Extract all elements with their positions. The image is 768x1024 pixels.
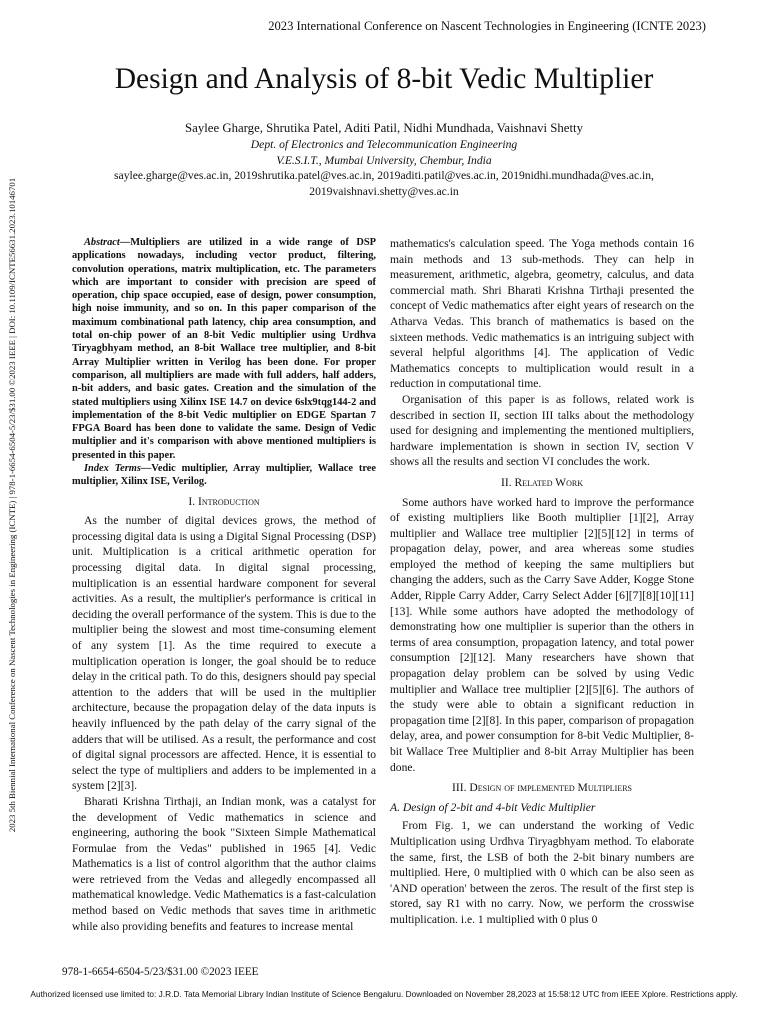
author-emails-line1: saylee.gharge@ves.ac.in, 2019shrutika.patel@ves.ac.in, 2019aditi.patil@ves.ac.in, 2019nidhi.mundhada@ves.ac.in, — [114, 169, 654, 182]
author-list: Saylee Gharge, Shrutika Patel, Aditi Patil, Nidhi Mundhada, Vaishnavi Shetty — [185, 121, 583, 135]
license-notice: Authorized licensed use limited to: J.R.D. Tata Memorial Library Indian Institute of Science Bengaluru. Downloaded on November 28,2023 at 15:58:12 UTC from IEEE Xplore. Restrictions apply. — [30, 989, 738, 999]
isbn-footer: 978-1-6654-6504-5/23/$31.00 ©2023 IEEE — [62, 966, 259, 978]
related-work-paragraph: Some authors have worked hard to improve the performance of existing multipliers like Booth multiplier [1][2], Array multiplier and Wallace tree multiplier [2][5][12] in terms of propagation delay, power, and area whereas some studies employed the method of keeping the same multipliers but changing the adders, such as the Carry Save Adder, Kogge Stone Adder, Ripple Carry Adder, Carry Select Adder [6][7][8][10][11][13]. While some authors have adopted the methodology of demonstrating how one multiplier is superior than the others in terms of area consumption, propagation latency, and total power consumption [2][12]. Many researchers have shown that propagation delay problem can be solved by using Vedic multiplier and Wallace tree multiplier [2][5][6]. The authors of the study were able to obtain a significant reduction in propagation time [2][8]. In this paper, comparison of propagation delay, area, and power consumption for 8-bit Vedic Multiplier, 8-bit Wallace Tree Multiplier and 8-bit Array Multiplier has been done. — [390, 495, 694, 774]
subsection-heading-vedic-design: A. Design of 2-bit and 4-bit Vedic Multiplier — [390, 800, 596, 814]
abstract — [72, 236, 376, 462]
left-column — [72, 236, 376, 934]
index-terms — [72, 462, 376, 489]
abstract-text: —Multipliers are utilized in a wide range of DSP applications nowadays, including vector product, filtering, convolution operations, matrix multiplication, etc. The parameters which are important to consider with precision are speed of operation, chip space occupied, ease of design, power consumption, high noise immunity, and so on. In this paper comparison of the maximum combinational path latency, chip area consumption, and total on-chip power of an 8-bit Vedic multiplier using Urdhva Tiryagbhyam method, an 8-bit Wallace tree multiplier, and 8-bit Array Multiplier written in Verilog has been done. For proper comparison, all multipliers are made with full adders, half adders, n-bit adders, and basic gates. Creation and the simulation of the stated multipliers using Xilinx ISE 14.7 on device 6slx9tqg144-2 and implementation of the 8-bit Vedic multiplier on EDGE Spartan 7 FPGA Board has been done to validate the same. Design of Vedic multiplier and it's comparison with above mentioned multipliers is presented in this paper. — [72, 237, 376, 461]
section-heading-design: III. Design of implemented Multipliers — [451, 781, 633, 795]
abstract-label: Abstract — [84, 237, 120, 248]
section-heading-introduction: I. Introduction — [188, 494, 260, 508]
affiliation-dept: Dept. of Electronics and Telecommunication Engineering — [250, 138, 518, 151]
intro-paragraph-2: Bharati Krishna Tirthaji, an Indian monk, was a catalyst for the development of Vedic mathematics in science and engineering, authoring the book "Sixteen Simple Mathematical Formulae from the Vedas" published in 1965 [4]. Vedic Mathematics is a list of control algorithm that the author claims were retrieved from the Vedas and allegedly encompassed all mathematical knowledge. Vedic Mathematics is a fast-calculation method based on Vedic methods that saves time in arithmetic while also providing benefits and features to increase mental — [72, 794, 377, 933]
intro-paragraph-1: As the number of digital devices grows, the method of processing digital data is using a Digital Signal Processing (DSP) unit. Multiplication is a critical arithmetic operation for processing digital data. In digital signal processing, multiplication is an essential hardware component for several activities. As a result, the multiplier's performance is critical in deciding the overall performance of the system. This is due to the multiplier being the slowest and most time-consuming element of any system [1]. As the time required to execute a multiplication operation is longer, the goal should be to reduce delay in the critical path. To do this, designers should pay special attention to the adders that will be used in the multiplier architecture, because the propagation delay of the data inputs is heavily influenced by the path delay of the carry signal of the adders that will be utilised. As a result, the performance and cost of digital signal processors are affected. Hence, it is essential to select the type of multipliers and adders to be implemented in a system [2][3]. — [72, 514, 376, 793]
index-terms-label: Index Terms — [84, 463, 141, 475]
intro-continued-paragraph: mathematics's calculation speed. The Yoga methods contain 16 main methods and 13 sub-methods. They can help in measurement, arithmetic, algebra, geometry, calculus, and data commercial math. Shri Bharati Krishna Tirthaji presented the concept of Vedic mathematics after eight years of research on the Atharva Vedas. This branch of mathematics is based on the sixteen methods. Vedic mathematics is an intriguing subject with several helpful algorithms [4]. The application of Vedic Mathematics concepts to multiplication would result in a reduction in computational time. — [390, 237, 694, 391]
conference-header: 2023 International Conference on Nascent Technologies in Engineering (ICNTE 2023) — [268, 19, 706, 33]
affiliation-university: V.E.S.I.T., Mumbai University, Chembur, India — [276, 154, 492, 167]
right-column — [390, 236, 694, 928]
doi-sidebar: 2023 5th Biennial International Conference on Nascent Technologies in Engineering (ICNTE) | 978-1-6654-6504-5/23/$31.00 ©2023 IEEE | DOI: 10.1109/ICNTE56631.2023.10146701 — [7, 177, 17, 833]
design-paragraph: From Fig. 1, we can understand the working of Vedic Multiplication using Urdhva Tiryagbhyam method. To elaborate the same, first, the LSB of both the 2-bit binary numbers are multiplied. Here, 0 multiplied with 0 which can be also seen as 'AND operation' between the zeros. The result of the first step is stored, say R1 with no carry. Now, we perform the crosswise multiplication. i.e. 1 multiplied with 0 plus 0 — [390, 819, 694, 926]
author-emails-line2: 2019vaishnavi.shetty@ves.ac.in — [309, 185, 459, 198]
organisation-paragraph: Organisation of this paper is as follows, related work is described in section II, section III talks about the methodology used for designing and implementing the mentioned multipliers, hardware implementation is shown in section IV, section V shows all the results and section VI concludes the work. — [390, 392, 694, 469]
section-heading-related-work: II. Related Work — [501, 475, 583, 489]
index-terms-text: —Vedic multiplier, Array multiplier, Wallace tree multiplier, Xilinx ISE, Verilog. — [72, 463, 376, 488]
paper-title: Design and Analysis of 8-bit Vedic Multiplier — [114, 63, 654, 95]
